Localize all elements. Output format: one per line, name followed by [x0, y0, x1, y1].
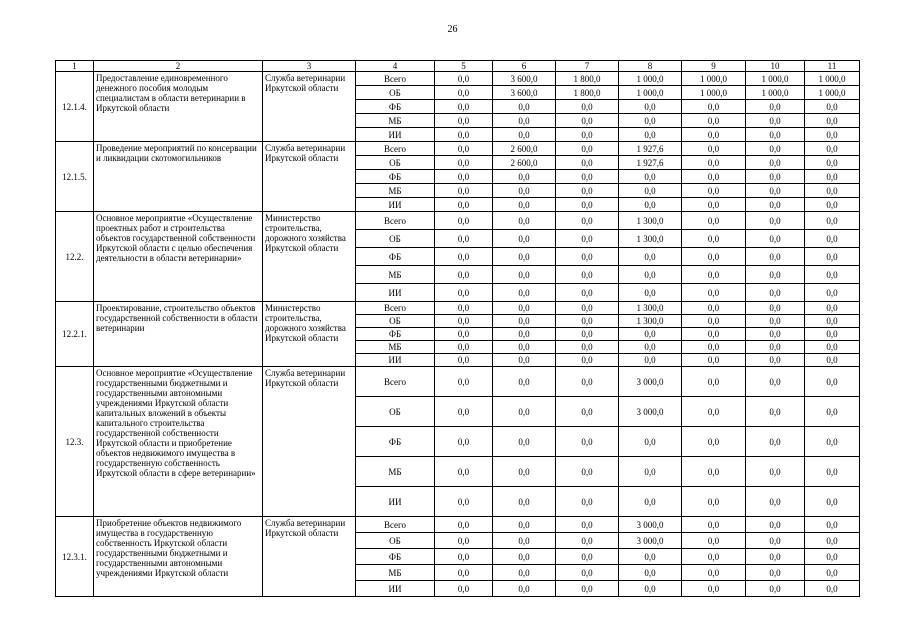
value-cell: 0,0 [435, 114, 493, 128]
row-name: Основное мероприятие «Осуществление государственными бюджетными и государственными автономными учреждениями Иркутской области капитальных вложений в объекты капитального строительства государственной собственности Иркутской области и приобретение объектов недвижимого имущества в государственную собственность Иркутской области в сфере ветеринарии» [94, 367, 263, 517]
value-cell: 0,0 [556, 517, 619, 533]
value-cell: 0,0 [493, 565, 556, 581]
value-cell: 0,0 [435, 86, 493, 100]
value-cell: 0,0 [556, 156, 619, 170]
value-cell: 0,0 [619, 487, 682, 517]
value-cell: 0,0 [493, 457, 556, 487]
value-cell: 0,0 [746, 427, 805, 457]
table-row [56, 367, 860, 397]
value-cell: 0,0 [746, 487, 805, 517]
value-cell: 0,0 [682, 565, 746, 581]
header-cell: 5 [435, 61, 493, 72]
funding-source: ИИ [356, 581, 435, 597]
value-cell: 1 927,6 [619, 142, 682, 156]
value-cell: 0,0 [435, 230, 493, 248]
value-cell: 0,0 [493, 248, 556, 266]
value-cell: 0,0 [805, 248, 860, 266]
program-table [55, 60, 860, 597]
value-cell: 0,0 [435, 354, 493, 367]
value-cell: 0,0 [619, 100, 682, 114]
value-cell: 1 300,0 [619, 230, 682, 248]
value-cell: 2 600,0 [493, 156, 556, 170]
value-cell: 0,0 [556, 170, 619, 184]
value-cell: 0,0 [493, 198, 556, 212]
funding-source: Всего [356, 367, 435, 397]
value-cell: 0,0 [619, 457, 682, 487]
value-cell: 0,0 [493, 354, 556, 367]
value-cell: 0,0 [493, 212, 556, 230]
value-cell: 1 300,0 [619, 315, 682, 328]
value-cell: 0,0 [619, 341, 682, 354]
value-cell: 1 000,0 [619, 86, 682, 100]
funding-source: МБ [356, 114, 435, 128]
value-cell: 0,0 [619, 170, 682, 184]
value-cell: 0,0 [746, 354, 805, 367]
funding-source: ОБ [356, 397, 435, 427]
value-cell: 0,0 [746, 230, 805, 248]
value-cell: 0,0 [435, 397, 493, 427]
value-cell: 0,0 [435, 284, 493, 302]
value-cell: 0,0 [619, 184, 682, 198]
value-cell: 0,0 [435, 517, 493, 533]
value-cell: 0,0 [805, 549, 860, 565]
value-cell: 0,0 [619, 248, 682, 266]
value-cell: 0,0 [556, 184, 619, 198]
value-cell: 0,0 [556, 427, 619, 457]
value-cell: 0,0 [435, 170, 493, 184]
value-cell: 0,0 [746, 114, 805, 128]
value-cell: 0,0 [805, 114, 860, 128]
value-cell: 0,0 [556, 487, 619, 517]
table-row [56, 212, 860, 230]
value-cell: 0,0 [746, 517, 805, 533]
value-cell: 0,0 [682, 198, 746, 212]
value-cell: 0,0 [493, 302, 556, 315]
value-cell: 0,0 [556, 328, 619, 341]
header-cell: 9 [682, 61, 746, 72]
value-cell: 0,0 [805, 302, 860, 315]
value-cell: 0,0 [556, 565, 619, 581]
value-cell: 1 800,0 [556, 72, 619, 86]
header-cell: 2 [94, 61, 263, 72]
value-cell: 0,0 [682, 212, 746, 230]
value-cell: 0,0 [435, 184, 493, 198]
funding-source: ОБ [356, 156, 435, 170]
row-name: Предоставление единовременного денежного пособия молодым специалистам в области ветеринарии в Иркутской области [94, 72, 263, 142]
value-cell: 0,0 [435, 72, 493, 86]
value-cell: 0,0 [435, 533, 493, 549]
funding-source: ОБ [356, 230, 435, 248]
value-cell: 0,0 [435, 328, 493, 341]
value-cell: 0,0 [682, 354, 746, 367]
funding-source: ИИ [356, 354, 435, 367]
row-name: Проектирование, строительство объектов государственной собственности в области ветеринарии [94, 302, 263, 367]
funding-source: ФБ [356, 248, 435, 266]
value-cell: 0,0 [805, 230, 860, 248]
value-cell: 0,0 [556, 302, 619, 315]
funding-source: Всего [356, 212, 435, 230]
value-cell: 0,0 [805, 128, 860, 142]
value-cell: 3 600,0 [493, 72, 556, 86]
value-cell: 0,0 [805, 100, 860, 114]
value-cell: 0,0 [619, 328, 682, 341]
value-cell: 0,0 [556, 142, 619, 156]
value-cell: 0,0 [556, 100, 619, 114]
value-cell: 0,0 [805, 156, 860, 170]
value-cell: 0,0 [556, 397, 619, 427]
value-cell: 0,0 [746, 457, 805, 487]
value-cell: 0,0 [435, 367, 493, 397]
funding-source: ФБ [356, 549, 435, 565]
value-cell: 0,0 [556, 266, 619, 284]
value-cell: 0,0 [682, 184, 746, 198]
value-cell: 0,0 [435, 248, 493, 266]
value-cell: 0,0 [493, 427, 556, 457]
header-cell: 1 [56, 61, 94, 72]
row-executor: Министерство строительства, дорожного хозяйства Иркутской области [263, 302, 356, 367]
value-cell: 0,0 [556, 248, 619, 266]
value-cell: 0,0 [746, 284, 805, 302]
value-cell: 0,0 [682, 284, 746, 302]
value-cell: 0,0 [682, 142, 746, 156]
value-cell: 0,0 [805, 266, 860, 284]
value-cell: 0,0 [682, 248, 746, 266]
value-cell: 0,0 [805, 341, 860, 354]
row-code: 12.3. [56, 367, 94, 517]
funding-source: МБ [356, 266, 435, 284]
value-cell: 0,0 [435, 198, 493, 212]
row-executor: Служба ветеринарии Иркутской области [263, 142, 356, 212]
value-cell: 0,0 [746, 565, 805, 581]
funding-source: ОБ [356, 315, 435, 328]
value-cell: 3 000,0 [619, 397, 682, 427]
value-cell: 0,0 [746, 248, 805, 266]
value-cell: 0,0 [556, 114, 619, 128]
header-cell: 8 [619, 61, 682, 72]
table-row [56, 302, 860, 315]
value-cell: 0,0 [493, 549, 556, 565]
value-cell: 0,0 [682, 427, 746, 457]
value-cell: 0,0 [435, 212, 493, 230]
value-cell: 0,0 [435, 315, 493, 328]
value-cell: 0,0 [746, 328, 805, 341]
value-cell: 0,0 [435, 302, 493, 315]
value-cell: 0,0 [746, 142, 805, 156]
row-code: 12.1.5. [56, 142, 94, 212]
value-cell: 0,0 [746, 128, 805, 142]
value-cell: 0,0 [682, 302, 746, 315]
row-name: Основное мероприятие «Осуществление проектных работ и строительства объектов государственной собственности Иркутской области с целью обеспечения деятельности в области ветеринарии» [94, 212, 263, 302]
funding-source: ИИ [356, 284, 435, 302]
funding-source: ИИ [356, 128, 435, 142]
row-name: Проведение мероприятий по консервации и ликвидации скотомогильников [94, 142, 263, 212]
value-cell: 0,0 [805, 328, 860, 341]
value-cell: 0,0 [556, 367, 619, 397]
row-executor: Служба ветеринарии Иркутской области [263, 367, 356, 517]
funding-source: ОБ [356, 533, 435, 549]
value-cell: 0,0 [493, 128, 556, 142]
value-cell: 0,0 [682, 100, 746, 114]
value-cell: 0,0 [619, 284, 682, 302]
header-cell: 6 [493, 61, 556, 72]
value-cell: 3 000,0 [619, 517, 682, 533]
funding-source: ФБ [356, 427, 435, 457]
funding-source: МБ [356, 565, 435, 581]
table-body [56, 61, 860, 597]
value-cell: 0,0 [435, 100, 493, 114]
header-cell: 3 [263, 61, 356, 72]
value-cell: 0,0 [682, 457, 746, 487]
value-cell: 0,0 [435, 341, 493, 354]
value-cell: 0,0 [435, 549, 493, 565]
value-cell: 1 000,0 [682, 86, 746, 100]
value-cell: 0,0 [682, 487, 746, 517]
value-cell: 0,0 [619, 266, 682, 284]
value-cell: 0,0 [805, 533, 860, 549]
value-cell: 0,0 [746, 266, 805, 284]
value-cell: 2 600,0 [493, 142, 556, 156]
value-cell: 0,0 [435, 487, 493, 517]
value-cell: 0,0 [805, 198, 860, 212]
value-cell: 1 800,0 [556, 86, 619, 100]
funding-source: МБ [356, 341, 435, 354]
value-cell: 0,0 [619, 354, 682, 367]
value-cell: 0,0 [805, 354, 860, 367]
value-cell: 0,0 [435, 457, 493, 487]
value-cell: 0,0 [805, 284, 860, 302]
value-cell: 0,0 [619, 581, 682, 597]
funding-source: ОБ [356, 86, 435, 100]
value-cell: 0,0 [435, 156, 493, 170]
value-cell: 0,0 [805, 397, 860, 427]
value-cell: 0,0 [682, 230, 746, 248]
funding-source: МБ [356, 457, 435, 487]
value-cell: 1 000,0 [805, 86, 860, 100]
value-cell: 0,0 [619, 198, 682, 212]
table-row [56, 517, 860, 533]
value-cell: 0,0 [493, 184, 556, 198]
header-cell: 10 [746, 61, 805, 72]
row-executor: Служба ветеринарии Иркутской области [263, 517, 356, 597]
value-cell: 0,0 [493, 533, 556, 549]
value-cell: 0,0 [556, 198, 619, 212]
value-cell: 0,0 [682, 517, 746, 533]
value-cell: 0,0 [682, 114, 746, 128]
header-cell: 7 [556, 61, 619, 72]
value-cell: 0,0 [493, 367, 556, 397]
table-row [56, 72, 860, 86]
value-cell: 0,0 [556, 315, 619, 328]
value-cell: 0,0 [493, 230, 556, 248]
row-executor: Служба ветеринарии Иркутской области [263, 72, 356, 142]
value-cell: 0,0 [493, 170, 556, 184]
value-cell: 0,0 [556, 549, 619, 565]
value-cell: 0,0 [746, 367, 805, 397]
value-cell: 0,0 [682, 533, 746, 549]
value-cell: 0,0 [805, 565, 860, 581]
value-cell: 0,0 [556, 230, 619, 248]
value-cell: 0,0 [435, 581, 493, 597]
value-cell: 0,0 [682, 341, 746, 354]
value-cell: 0,0 [746, 397, 805, 427]
value-cell: 0,0 [746, 302, 805, 315]
value-cell: 0,0 [556, 128, 619, 142]
value-cell: 1 927,6 [619, 156, 682, 170]
value-cell: 0,0 [746, 170, 805, 184]
value-cell: 0,0 [619, 114, 682, 128]
value-cell: 0,0 [746, 212, 805, 230]
value-cell: 0,0 [682, 170, 746, 184]
value-cell: 1 300,0 [619, 302, 682, 315]
value-cell: 0,0 [619, 427, 682, 457]
value-cell: 0,0 [556, 284, 619, 302]
value-cell: 0,0 [493, 100, 556, 114]
value-cell: 0,0 [493, 341, 556, 354]
value-cell: 0,0 [682, 156, 746, 170]
value-cell: 0,0 [682, 397, 746, 427]
value-cell: 0,0 [805, 142, 860, 156]
header-cell: 11 [805, 61, 860, 72]
row-code: 12.3.1. [56, 517, 94, 597]
row-code: 12.2. [56, 212, 94, 302]
value-cell: 0,0 [682, 367, 746, 397]
value-cell: 0,0 [805, 427, 860, 457]
value-cell: 0,0 [746, 100, 805, 114]
value-cell: 0,0 [682, 549, 746, 565]
value-cell: 0,0 [556, 581, 619, 597]
row-code: 12.2.1. [56, 302, 94, 367]
funding-source: ИИ [356, 198, 435, 212]
value-cell: 0,0 [493, 517, 556, 533]
value-cell: 3 000,0 [619, 367, 682, 397]
funding-source: ФБ [356, 170, 435, 184]
value-cell: 0,0 [746, 184, 805, 198]
value-cell: 0,0 [746, 581, 805, 597]
value-cell: 0,0 [435, 427, 493, 457]
funding-source: ИИ [356, 487, 435, 517]
value-cell: 0,0 [493, 284, 556, 302]
value-cell: 0,0 [805, 457, 860, 487]
value-cell: 0,0 [805, 367, 860, 397]
funding-source: ФБ [356, 100, 435, 114]
funding-source: Всего [356, 142, 435, 156]
value-cell: 0,0 [682, 328, 746, 341]
header-cell: 4 [356, 61, 435, 72]
value-cell: 0,0 [805, 170, 860, 184]
value-cell: 1 000,0 [746, 86, 805, 100]
funding-source: Всего [356, 517, 435, 533]
value-cell: 0,0 [493, 266, 556, 284]
value-cell: 0,0 [682, 128, 746, 142]
value-cell: 0,0 [746, 549, 805, 565]
funding-source: Всего [356, 302, 435, 315]
value-cell: 1 000,0 [682, 72, 746, 86]
value-cell: 0,0 [556, 533, 619, 549]
value-cell: 0,0 [493, 581, 556, 597]
value-cell: 0,0 [493, 315, 556, 328]
value-cell: 0,0 [805, 315, 860, 328]
value-cell: 0,0 [746, 533, 805, 549]
value-cell: 1 300,0 [619, 212, 682, 230]
value-cell: 0,0 [805, 184, 860, 198]
value-cell: 0,0 [493, 487, 556, 517]
value-cell: 0,0 [556, 354, 619, 367]
funding-source: ФБ [356, 328, 435, 341]
value-cell: 0,0 [435, 142, 493, 156]
funding-source: МБ [356, 184, 435, 198]
value-cell: 0,0 [805, 487, 860, 517]
value-cell: 1 000,0 [746, 72, 805, 86]
header-row [56, 61, 860, 72]
value-cell: 0,0 [682, 581, 746, 597]
value-cell: 0,0 [556, 341, 619, 354]
value-cell: 0,0 [805, 581, 860, 597]
value-cell: 0,0 [746, 341, 805, 354]
table-row [56, 142, 860, 156]
value-cell: 0,0 [805, 517, 860, 533]
value-cell: 0,0 [493, 397, 556, 427]
funding-source: Всего [356, 72, 435, 86]
value-cell: 0,0 [493, 114, 556, 128]
value-cell: 0,0 [746, 198, 805, 212]
value-cell: 3 600,0 [493, 86, 556, 100]
value-cell: 0,0 [556, 457, 619, 487]
value-cell: 0,0 [493, 328, 556, 341]
value-cell: 0,0 [619, 128, 682, 142]
value-cell: 0,0 [746, 156, 805, 170]
value-cell: 0,0 [682, 315, 746, 328]
value-cell: 3 000,0 [619, 533, 682, 549]
value-cell: 0,0 [619, 565, 682, 581]
value-cell: 1 000,0 [805, 72, 860, 86]
value-cell: 0,0 [746, 315, 805, 328]
value-cell: 0,0 [435, 565, 493, 581]
row-name: Приобретение объектов недвижимого имущества в государственную собственность Иркутской области государственными бюджетными и государственными автономными учреждениями Иркутской области [94, 517, 263, 597]
value-cell: 0,0 [556, 212, 619, 230]
value-cell: 0,0 [435, 128, 493, 142]
value-cell: 0,0 [682, 266, 746, 284]
row-code: 12.1.4. [56, 72, 94, 142]
value-cell: 0,0 [805, 212, 860, 230]
page-number: 26 [447, 24, 458, 35]
value-cell: 0,0 [619, 549, 682, 565]
value-cell: 1 000,0 [619, 72, 682, 86]
row-executor: Министерство строительства, дорожного хозяйства Иркутской области [263, 212, 356, 302]
value-cell: 0,0 [435, 266, 493, 284]
